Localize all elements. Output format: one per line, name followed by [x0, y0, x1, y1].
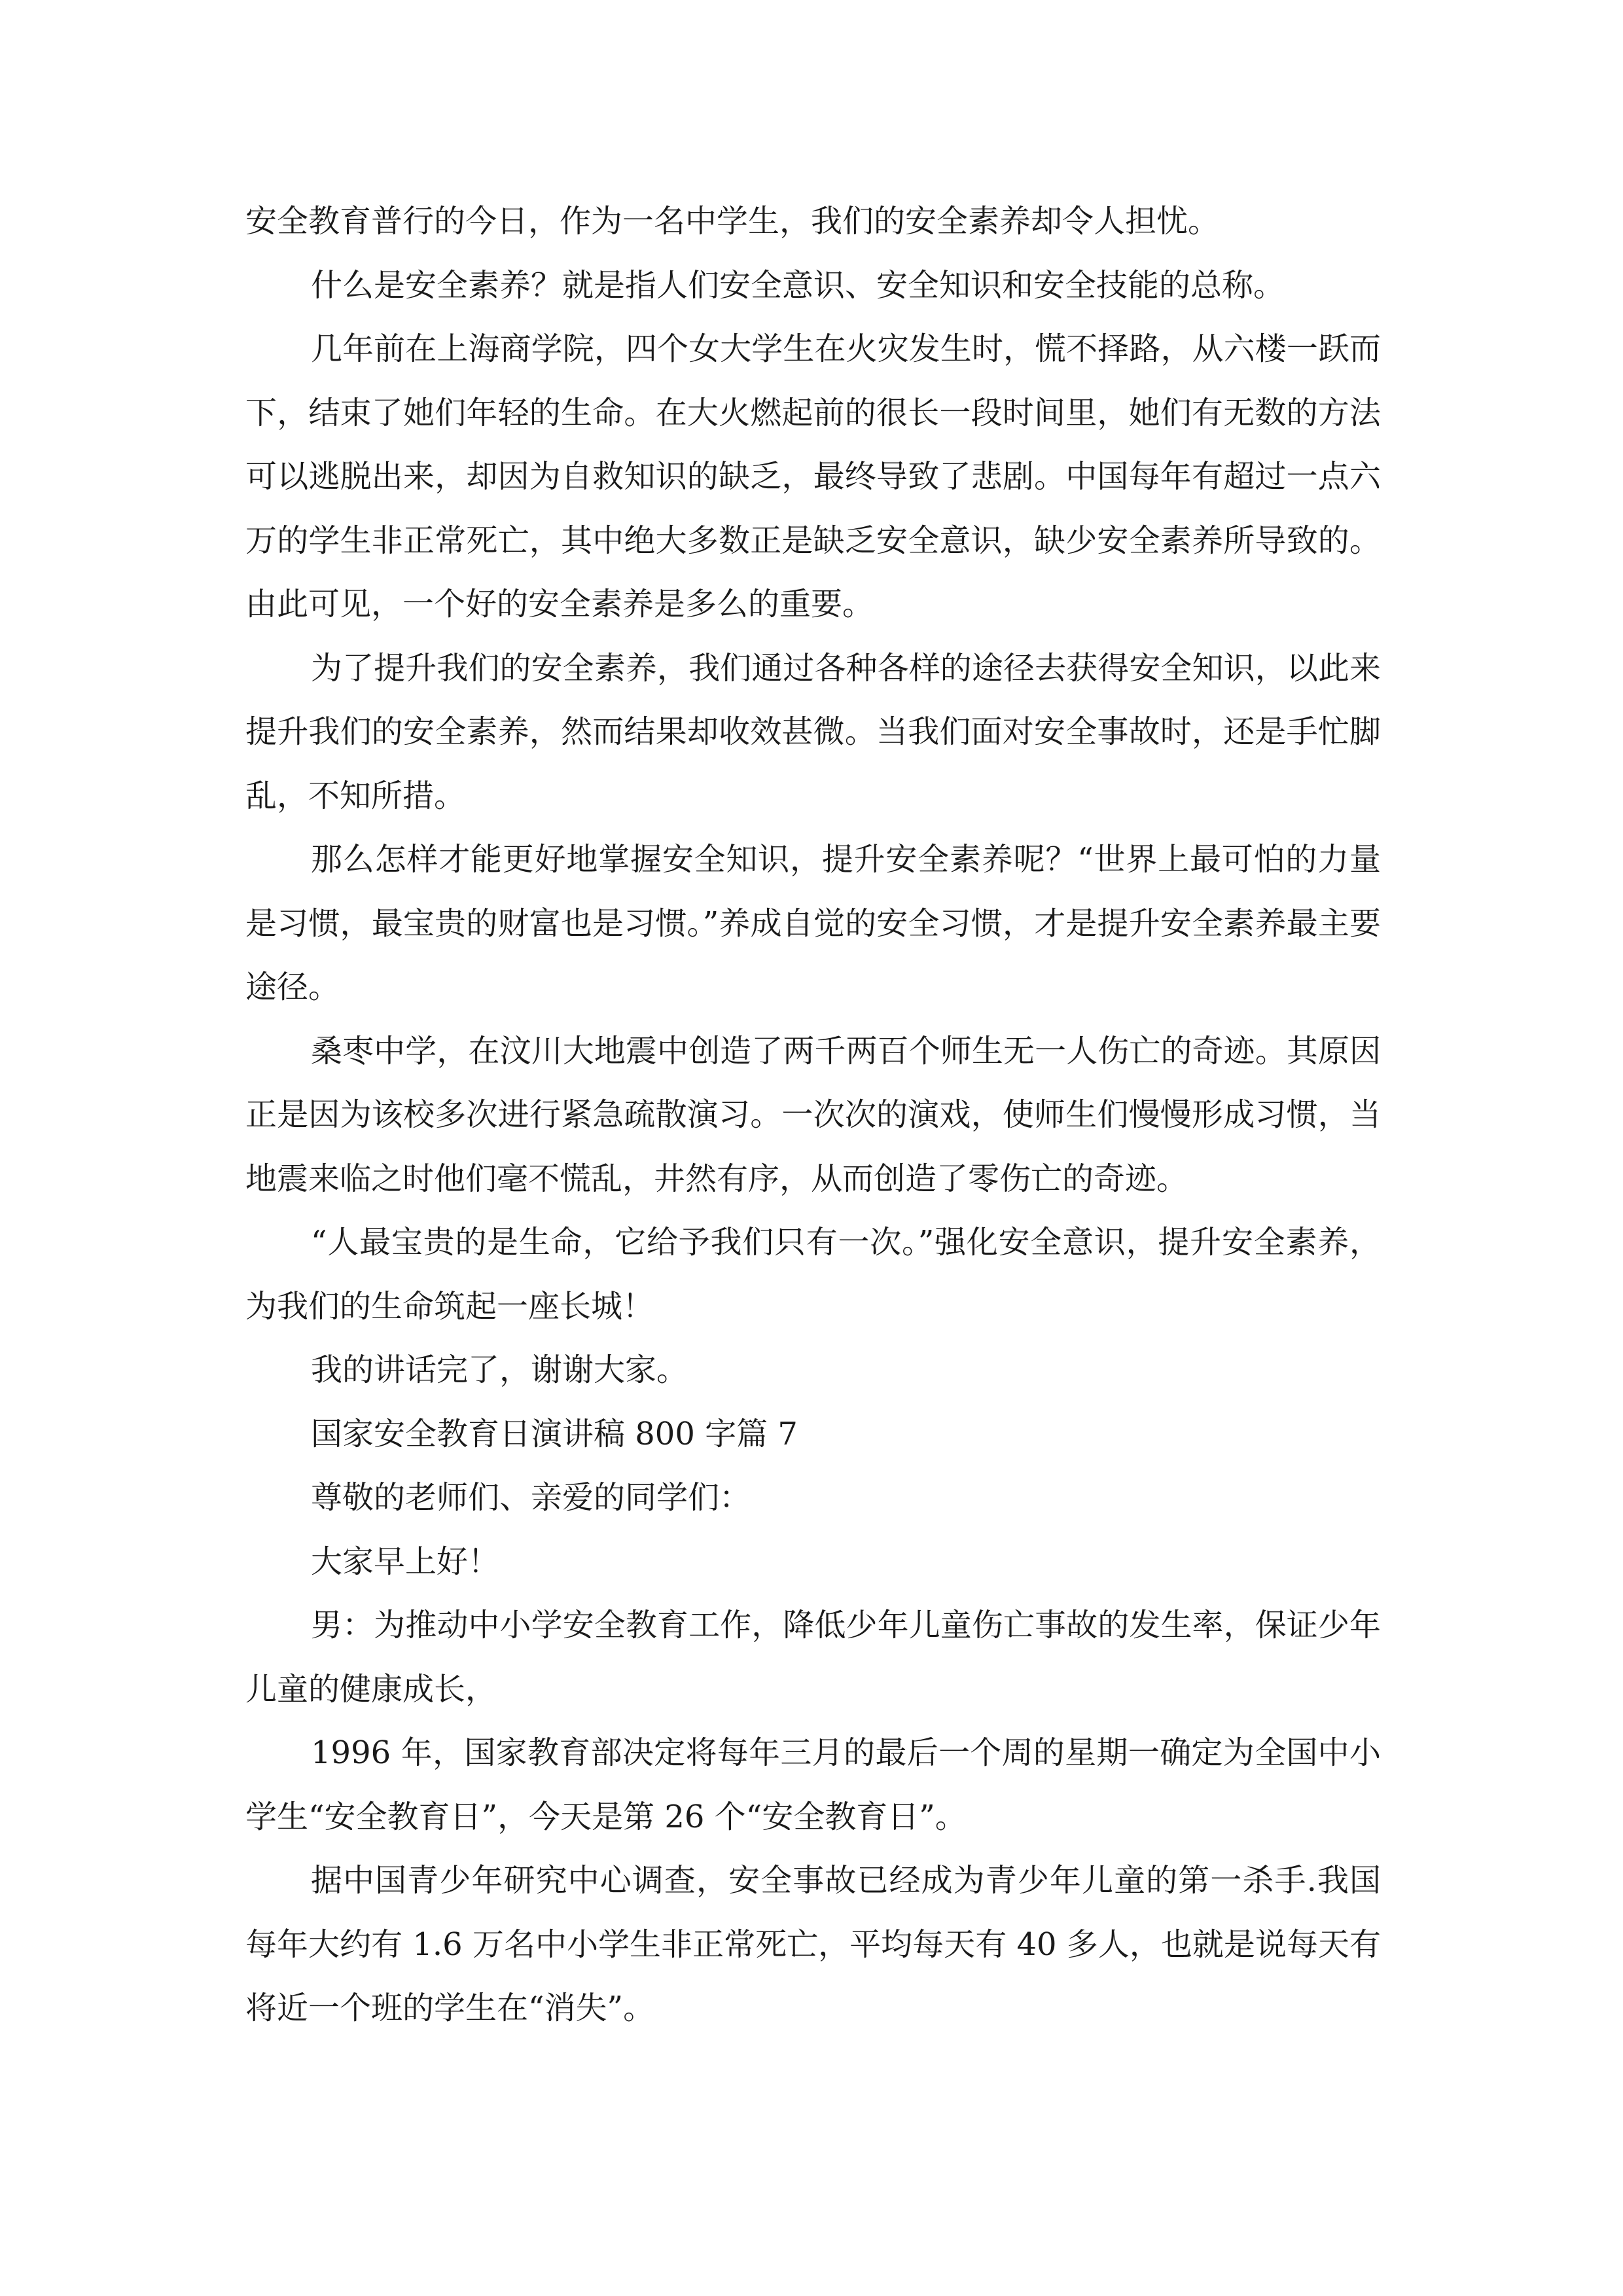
paragraph: 安全教育普行的今日，作为一名中学生，我们的安全素养却令人担忧。 — [245, 203, 1220, 240]
greeting: 大家早上好！ — [311, 1543, 500, 1580]
paragraph: 几年前在上海商学院，四个女大学生在火灾发生时，慌不择路，从六楼一跃而下，结束了她们年轻的生命。在大火燃起前的很长一段时间里，她们有无数的方法可以逃脱出来，却因为自救知识的缺乏，最终导致了悲剧。中国每年有超过一点六万的学生非正常死亡，其中绝大多数正是缺乏安全意识，缺少安全素养所导致的。由此可见，一个好的安全素养是多么的重要。 — [245, 331, 1381, 622]
paragraph: 据中国青少年研究中心调查，安全事故已经成为青少年儿童的第一杀手.我国每年大约有 1.6 万名中小学生非正常死亡，平均每天有 40 多人，也就是说每天有将近一个班的学生在“消失”。 — [245, 1862, 1381, 2026]
paragraph: 为了提升我们的安全素养，我们通过各种各样的途径去获得安全知识，以此来提升我们的安全素养，然而结果却收效甚微。当我们面对安全事故时，还是手忙脚乱，不知所措。 — [245, 649, 1381, 814]
salutation: 尊敬的老师们、亲爱的同学们： — [311, 1479, 751, 1516]
paragraph: 男：为推动中小学安全教育工作，降低少年儿童伤亡事故的发生率，保证少年儿童的健康成长， — [245, 1607, 1381, 1708]
paragraph: 桑枣中学，在汶川大地震中创造了两千两百个师生无一人伤亡的奇迹。其原因正是因为该校多次进行紧急疏散演习。一次次的演戏，使师生们慢慢形成习惯，当地震来临之时他们毫不慌乱，井然有序，从而创造了零伤亡的奇迹。 — [245, 1032, 1381, 1197]
document-body — [245, 190, 1381, 2041]
paragraph: 我的讲话完了，谢谢大家。 — [311, 1352, 688, 1388]
paragraph: “人最宝贵的是生命，它给予我们只有一次。”强化安全意识，提升安全素养，为我们的生命筑起一座长城！ — [245, 1224, 1381, 1325]
section-heading: 国家安全教育日演讲稿 800 字篇 7 — [311, 1415, 798, 1452]
paragraph: 1996 年，国家教育部决定将每年三月的最后一个周的星期一确定为全国中小学生“安全教育日”，今天是第 26 个“安全教育日”。 — [245, 1734, 1381, 1835]
paragraph: 什么是安全素养？就是指人们安全意识、安全知识和安全技能的总称。 — [311, 266, 1285, 304]
paragraph: 那么怎样才能更好地掌握安全知识，提升安全素养呢？“世界上最可怕的力量是习惯，最宝贵的财富也是习惯。”养成自觉的安全习惯，才是提升安全素养最主要途径。 — [245, 841, 1381, 1005]
